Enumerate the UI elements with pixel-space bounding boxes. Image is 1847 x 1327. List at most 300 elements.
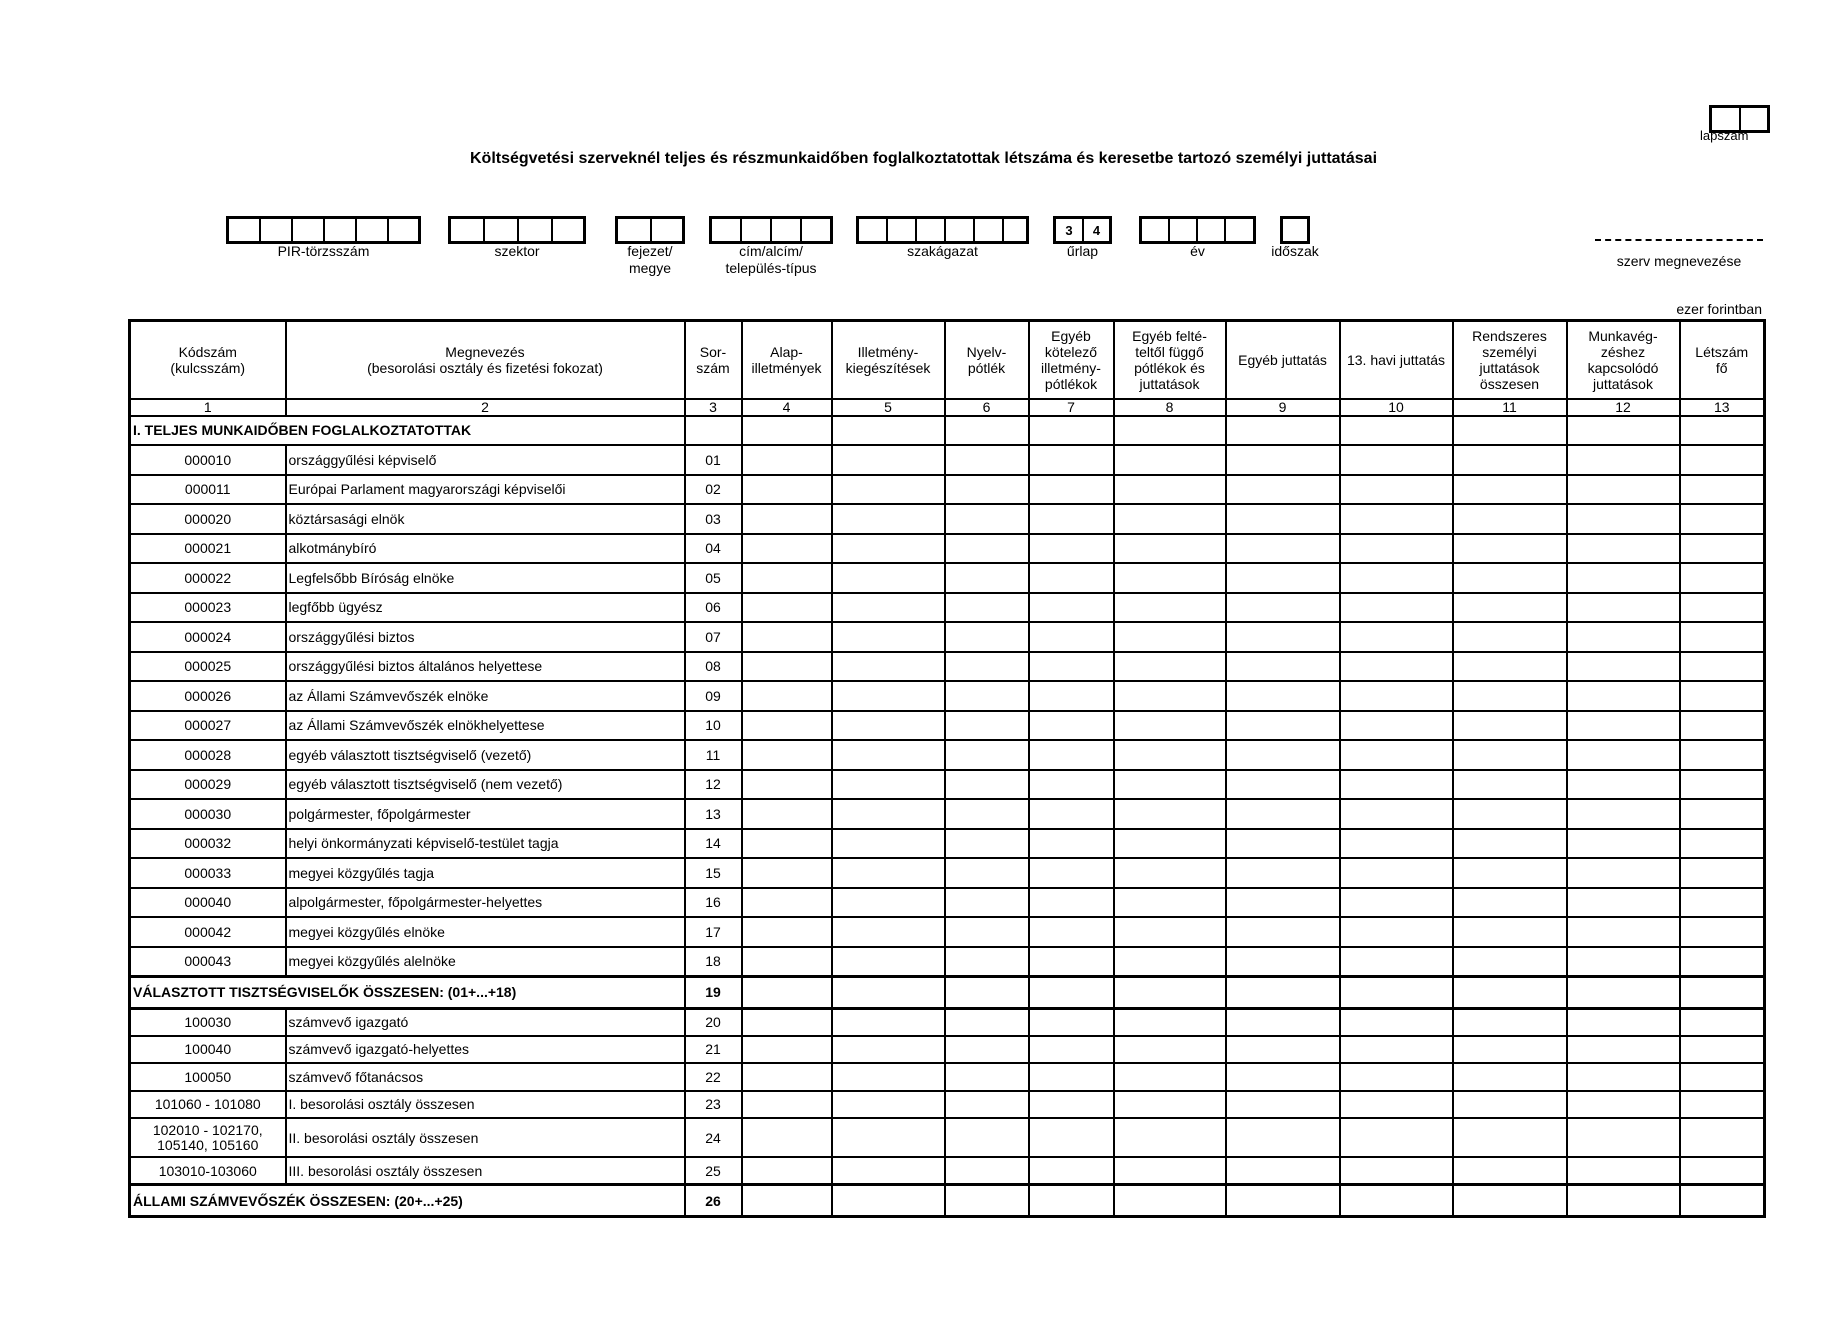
input-cell[interactable] (1226, 563, 1340, 593)
input-cell[interactable] (1029, 1008, 1114, 1036)
input-cell[interactable] (1680, 622, 1765, 652)
input-cell[interactable] (1453, 445, 1567, 475)
input-cell[interactable] (1340, 1185, 1453, 1217)
szektor-box-cell[interactable] (451, 219, 485, 241)
input-cell[interactable] (1680, 475, 1765, 505)
input-cell[interactable] (1453, 917, 1567, 947)
input-cell[interactable] (1680, 1008, 1765, 1036)
input-cell[interactable] (945, 622, 1029, 652)
input-cell[interactable] (832, 947, 945, 977)
input-cell[interactable] (1453, 888, 1567, 918)
input-cell[interactable] (1114, 504, 1226, 534)
ev-box-cell[interactable] (1226, 219, 1253, 241)
input-cell[interactable] (742, 1063, 832, 1091)
input-cell[interactable] (1680, 976, 1765, 1008)
input-cell[interactable] (945, 888, 1029, 918)
input-cell[interactable] (1453, 534, 1567, 564)
input-cell[interactable] (1680, 504, 1765, 534)
input-cell[interactable] (1567, 888, 1680, 918)
input-cell[interactable] (1226, 947, 1340, 977)
input-cell[interactable] (1453, 947, 1567, 977)
input-cell[interactable] (945, 445, 1029, 475)
input-cell[interactable] (1453, 652, 1567, 682)
input-cell[interactable] (1029, 593, 1114, 623)
input-cell[interactable] (1453, 593, 1567, 623)
input-cell[interactable] (1226, 888, 1340, 918)
pir-box-cell[interactable] (261, 219, 293, 241)
input-cell[interactable] (1029, 681, 1114, 711)
input-cell[interactable] (1453, 1008, 1567, 1036)
input-cell[interactable] (945, 681, 1029, 711)
input-cell[interactable] (1680, 1063, 1765, 1091)
input-cell[interactable] (742, 711, 832, 741)
input-cell[interactable] (945, 1157, 1029, 1185)
szektor-box-cell[interactable] (519, 219, 553, 241)
input-cell[interactable] (1114, 917, 1226, 947)
input-cell[interactable] (742, 976, 832, 1008)
input-cell[interactable] (832, 563, 945, 593)
input-cell[interactable] (1680, 1036, 1765, 1064)
input-cell[interactable] (832, 888, 945, 918)
input-cell[interactable] (1453, 858, 1567, 888)
input-cell[interactable] (1226, 1008, 1340, 1036)
input-cell[interactable] (1114, 858, 1226, 888)
input-cell[interactable] (1453, 711, 1567, 741)
ev-box-cell[interactable] (1142, 219, 1170, 241)
input-cell[interactable] (832, 1063, 945, 1091)
input-cell[interactable] (1340, 888, 1453, 918)
input-cell[interactable] (1029, 416, 1114, 446)
input-cell[interactable] (832, 799, 945, 829)
input-cell[interactable] (1029, 947, 1114, 977)
input-cell[interactable] (1680, 888, 1765, 918)
input-cell[interactable] (1453, 475, 1567, 505)
szakagazat-boxes[interactable] (856, 216, 1029, 244)
input-cell[interactable] (1226, 1036, 1340, 1064)
input-cell[interactable] (1226, 711, 1340, 741)
input-cell[interactable] (832, 770, 945, 800)
input-cell[interactable] (1567, 445, 1680, 475)
input-cell[interactable] (1226, 416, 1340, 446)
input-cell[interactable] (742, 829, 832, 859)
input-cell[interactable] (832, 681, 945, 711)
input-cell[interactable] (742, 534, 832, 564)
input-cell[interactable] (1114, 740, 1226, 770)
input-cell[interactable] (945, 504, 1029, 534)
input-cell[interactable] (1114, 1008, 1226, 1036)
fejezet-boxes[interactable] (615, 216, 685, 244)
input-cell[interactable] (832, 711, 945, 741)
input-cell[interactable] (1340, 681, 1453, 711)
input-cell[interactable] (1340, 1118, 1453, 1157)
input-cell[interactable] (1029, 534, 1114, 564)
szakagazat-box-cell[interactable] (859, 219, 888, 241)
input-cell[interactable] (742, 1008, 832, 1036)
cim-box-cell[interactable] (712, 219, 742, 241)
szektor-boxes[interactable] (448, 216, 586, 244)
input-cell[interactable] (832, 652, 945, 682)
input-cell[interactable] (1340, 711, 1453, 741)
input-cell[interactable] (1114, 1118, 1226, 1157)
szakagazat-box-cell[interactable] (946, 219, 975, 241)
input-cell[interactable] (1453, 740, 1567, 770)
input-cell[interactable] (742, 1185, 832, 1217)
input-cell[interactable] (1029, 1185, 1114, 1217)
input-cell[interactable] (945, 652, 1029, 682)
input-cell[interactable] (1680, 534, 1765, 564)
input-cell[interactable] (832, 1118, 945, 1157)
input-cell[interactable] (1226, 1118, 1340, 1157)
input-cell[interactable] (1453, 1185, 1567, 1217)
input-cell[interactable] (1680, 1157, 1765, 1185)
input-cell[interactable] (1567, 1063, 1680, 1091)
input-cell[interactable] (1029, 1063, 1114, 1091)
pir-boxes[interactable] (226, 216, 421, 244)
pir-box-cell[interactable] (293, 219, 325, 241)
input-cell[interactable] (742, 947, 832, 977)
input-cell[interactable] (1680, 947, 1765, 977)
input-cell[interactable] (1340, 563, 1453, 593)
ev-boxes[interactable] (1139, 216, 1256, 244)
input-cell[interactable] (1453, 770, 1567, 800)
input-cell[interactable] (1226, 976, 1340, 1008)
ev-box-cell[interactable] (1198, 219, 1226, 241)
input-cell[interactable] (1226, 445, 1340, 475)
input-cell[interactable] (832, 534, 945, 564)
input-cell[interactable] (1029, 475, 1114, 505)
input-cell[interactable] (1453, 504, 1567, 534)
input-cell[interactable] (1567, 1036, 1680, 1064)
ev-box-cell[interactable] (1170, 219, 1198, 241)
input-cell[interactable] (1567, 770, 1680, 800)
input-cell[interactable] (1029, 711, 1114, 741)
input-cell[interactable] (1567, 563, 1680, 593)
input-cell[interactable] (1029, 976, 1114, 1008)
input-cell[interactable] (1340, 504, 1453, 534)
pir-box-cell[interactable] (357, 219, 389, 241)
input-cell[interactable] (1453, 829, 1567, 859)
input-cell[interactable] (742, 563, 832, 593)
input-cell[interactable] (1029, 622, 1114, 652)
input-cell[interactable] (1453, 1091, 1567, 1119)
szektor-box-cell[interactable] (553, 219, 583, 241)
input-cell[interactable] (1226, 1185, 1340, 1217)
input-cell[interactable] (1114, 445, 1226, 475)
input-cell[interactable] (1226, 1091, 1340, 1119)
szektor-box-cell[interactable] (485, 219, 519, 241)
input-cell[interactable] (1680, 711, 1765, 741)
input-cell[interactable] (1114, 1091, 1226, 1119)
input-cell[interactable] (1567, 976, 1680, 1008)
input-cell[interactable] (742, 681, 832, 711)
input-cell[interactable] (1226, 534, 1340, 564)
input-cell[interactable] (742, 475, 832, 505)
input-cell[interactable] (832, 593, 945, 623)
input-cell[interactable] (1226, 504, 1340, 534)
input-cell[interactable] (742, 799, 832, 829)
input-cell[interactable] (832, 858, 945, 888)
input-cell[interactable] (1226, 799, 1340, 829)
input-cell[interactable] (1340, 1036, 1453, 1064)
pir-box-cell[interactable] (229, 219, 261, 241)
input-cell[interactable] (945, 563, 1029, 593)
input-cell[interactable] (945, 534, 1029, 564)
input-cell[interactable] (1680, 799, 1765, 829)
input-cell[interactable] (945, 770, 1029, 800)
input-cell[interactable] (1029, 858, 1114, 888)
input-cell[interactable] (832, 475, 945, 505)
input-cell[interactable] (1567, 1008, 1680, 1036)
input-cell[interactable] (1226, 740, 1340, 770)
idoszak-box[interactable] (1280, 216, 1310, 244)
input-cell[interactable] (945, 917, 1029, 947)
input-cell[interactable] (1567, 711, 1680, 741)
input-cell[interactable] (1114, 1036, 1226, 1064)
input-cell[interactable] (1340, 976, 1453, 1008)
input-cell[interactable] (1226, 770, 1340, 800)
input-cell[interactable] (945, 799, 1029, 829)
input-cell[interactable] (742, 1036, 832, 1064)
input-cell[interactable] (1567, 416, 1680, 446)
input-cell[interactable] (1114, 652, 1226, 682)
input-cell[interactable] (1680, 593, 1765, 623)
input-cell[interactable] (1567, 740, 1680, 770)
input-cell[interactable] (945, 593, 1029, 623)
input-cell[interactable] (1567, 829, 1680, 859)
input-cell[interactable] (832, 1091, 945, 1119)
pir-box-cell[interactable] (389, 219, 418, 241)
input-cell[interactable] (1226, 622, 1340, 652)
pir-box-cell[interactable] (325, 219, 357, 241)
input-cell[interactable] (1567, 593, 1680, 623)
input-cell[interactable] (1029, 1118, 1114, 1157)
szakagazat-box-cell[interactable] (975, 219, 1004, 241)
input-cell[interactable] (1453, 1063, 1567, 1091)
input-cell[interactable] (1114, 799, 1226, 829)
input-cell[interactable] (742, 1157, 832, 1185)
input-cell[interactable] (1567, 681, 1680, 711)
input-cell[interactable] (1114, 622, 1226, 652)
input-cell[interactable] (1340, 947, 1453, 977)
input-cell[interactable] (1029, 740, 1114, 770)
input-cell[interactable] (945, 740, 1029, 770)
input-cell[interactable] (742, 652, 832, 682)
input-cell[interactable] (1226, 681, 1340, 711)
input-cell[interactable] (1680, 770, 1765, 800)
input-cell[interactable] (1029, 1036, 1114, 1064)
input-cell[interactable] (1567, 858, 1680, 888)
input-cell[interactable] (1029, 829, 1114, 859)
input-cell[interactable] (1340, 416, 1453, 446)
input-cell[interactable] (1453, 681, 1567, 711)
input-cell[interactable] (1226, 652, 1340, 682)
input-cell[interactable] (1114, 563, 1226, 593)
input-cell[interactable] (1340, 770, 1453, 800)
input-cell[interactable] (1029, 445, 1114, 475)
input-cell[interactable] (832, 416, 945, 446)
input-cell[interactable] (832, 976, 945, 1008)
input-cell[interactable] (1567, 1091, 1680, 1119)
input-cell[interactable] (1340, 740, 1453, 770)
input-cell[interactable] (1340, 829, 1453, 859)
input-cell[interactable] (1567, 1118, 1680, 1157)
input-cell[interactable] (742, 416, 832, 446)
input-cell[interactable] (1453, 1157, 1567, 1185)
input-cell[interactable] (1114, 1157, 1226, 1185)
input-cell[interactable] (1114, 534, 1226, 564)
szakagazat-box-cell[interactable] (917, 219, 946, 241)
lapszam-box-cell[interactable] (1741, 108, 1768, 130)
input-cell[interactable] (1029, 563, 1114, 593)
input-cell[interactable] (1680, 829, 1765, 859)
szakagazat-box-cell[interactable] (1004, 219, 1026, 241)
input-cell[interactable] (832, 829, 945, 859)
input-cell[interactable] (1226, 917, 1340, 947)
input-cell[interactable] (1114, 1185, 1226, 1217)
lapszam-box-cell[interactable] (1712, 108, 1741, 130)
input-cell[interactable] (1226, 593, 1340, 623)
input-cell[interactable] (1029, 799, 1114, 829)
cim-boxes[interactable] (709, 216, 833, 244)
input-cell[interactable] (945, 475, 1029, 505)
input-cell[interactable] (945, 711, 1029, 741)
input-cell[interactable] (832, 1036, 945, 1064)
input-cell[interactable] (1567, 1157, 1680, 1185)
input-cell[interactable] (1114, 1063, 1226, 1091)
input-cell[interactable] (1340, 1008, 1453, 1036)
input-cell[interactable] (742, 504, 832, 534)
input-cell[interactable] (832, 1008, 945, 1036)
input-cell[interactable] (1114, 593, 1226, 623)
input-cell[interactable] (1340, 593, 1453, 623)
input-cell[interactable] (945, 1008, 1029, 1036)
input-cell[interactable] (945, 1091, 1029, 1119)
input-cell[interactable] (1226, 475, 1340, 505)
input-cell[interactable] (1114, 770, 1226, 800)
input-cell[interactable] (1680, 563, 1765, 593)
input-cell[interactable] (1680, 1118, 1765, 1157)
input-cell[interactable] (945, 947, 1029, 977)
input-cell[interactable] (1567, 504, 1680, 534)
input-cell[interactable] (832, 1157, 945, 1185)
input-cell[interactable] (742, 888, 832, 918)
input-cell[interactable] (1680, 652, 1765, 682)
input-cell[interactable] (945, 1036, 1029, 1064)
cim-box-cell[interactable] (802, 219, 830, 241)
input-cell[interactable] (1029, 888, 1114, 918)
input-cell[interactable] (1680, 917, 1765, 947)
fejezet-box-cell[interactable] (618, 219, 652, 241)
input-cell[interactable] (945, 829, 1029, 859)
input-cell[interactable] (832, 445, 945, 475)
input-cell[interactable] (742, 858, 832, 888)
input-cell[interactable] (1029, 1091, 1114, 1119)
input-cell[interactable] (945, 1185, 1029, 1217)
input-cell[interactable] (1453, 799, 1567, 829)
input-cell[interactable] (1567, 534, 1680, 564)
input-cell[interactable] (1680, 1091, 1765, 1119)
fejezet-box-cell[interactable] (652, 219, 682, 241)
input-cell[interactable] (1340, 1157, 1453, 1185)
input-cell[interactable] (1029, 1157, 1114, 1185)
input-cell[interactable] (1114, 829, 1226, 859)
input-cell[interactable] (832, 740, 945, 770)
input-cell[interactable] (945, 976, 1029, 1008)
input-cell[interactable] (742, 740, 832, 770)
input-cell[interactable] (1340, 917, 1453, 947)
input-cell[interactable] (1226, 829, 1340, 859)
input-cell[interactable] (1226, 1063, 1340, 1091)
input-cell[interactable] (945, 416, 1029, 446)
input-cell[interactable] (1340, 1063, 1453, 1091)
input-cell[interactable] (1340, 534, 1453, 564)
input-cell[interactable] (1340, 799, 1453, 829)
input-cell[interactable] (1567, 622, 1680, 652)
input-cell[interactable] (832, 917, 945, 947)
input-cell[interactable] (742, 445, 832, 475)
input-cell[interactable] (1680, 681, 1765, 711)
cim-box-cell[interactable] (742, 219, 772, 241)
idoszak-box-cell[interactable] (1283, 219, 1307, 241)
input-cell[interactable] (1340, 1091, 1453, 1119)
input-cell[interactable] (1340, 475, 1453, 505)
szakagazat-box-cell[interactable] (888, 219, 917, 241)
input-cell[interactable] (1029, 917, 1114, 947)
input-cell[interactable] (1453, 1118, 1567, 1157)
input-cell[interactable] (1680, 858, 1765, 888)
input-cell[interactable] (1567, 917, 1680, 947)
input-cell[interactable] (1340, 445, 1453, 475)
input-cell[interactable] (1029, 770, 1114, 800)
input-cell[interactable] (1567, 799, 1680, 829)
input-cell[interactable] (1114, 976, 1226, 1008)
input-cell[interactable] (1453, 1036, 1567, 1064)
input-cell[interactable] (1680, 416, 1765, 446)
input-cell[interactable] (1567, 1185, 1680, 1217)
input-cell[interactable] (1453, 563, 1567, 593)
input-cell[interactable] (832, 504, 945, 534)
input-cell[interactable] (1226, 1157, 1340, 1185)
input-cell[interactable] (945, 1118, 1029, 1157)
input-cell[interactable] (1029, 504, 1114, 534)
input-cell[interactable] (1114, 947, 1226, 977)
input-cell[interactable] (832, 1185, 945, 1217)
input-cell[interactable] (1226, 858, 1340, 888)
input-cell[interactable] (1567, 475, 1680, 505)
input-cell[interactable] (1340, 652, 1453, 682)
input-cell[interactable] (1453, 976, 1567, 1008)
input-cell[interactable] (742, 917, 832, 947)
input-cell[interactable] (1114, 681, 1226, 711)
szerv-name-line[interactable] (1595, 239, 1763, 241)
input-cell[interactable] (1680, 740, 1765, 770)
input-cell[interactable] (1114, 416, 1226, 446)
input-cell[interactable] (1114, 475, 1226, 505)
input-cell[interactable] (1114, 711, 1226, 741)
input-cell[interactable] (742, 1118, 832, 1157)
input-cell[interactable] (832, 622, 945, 652)
input-cell[interactable] (742, 1091, 832, 1119)
input-cell[interactable] (1114, 888, 1226, 918)
input-cell[interactable] (742, 770, 832, 800)
input-cell[interactable] (1340, 858, 1453, 888)
input-cell[interactable] (1567, 947, 1680, 977)
input-cell[interactable] (1453, 622, 1567, 652)
input-cell[interactable] (1680, 1185, 1765, 1217)
input-cell[interactable] (1340, 622, 1453, 652)
input-cell[interactable] (1453, 416, 1567, 446)
input-cell[interactable] (1029, 652, 1114, 682)
